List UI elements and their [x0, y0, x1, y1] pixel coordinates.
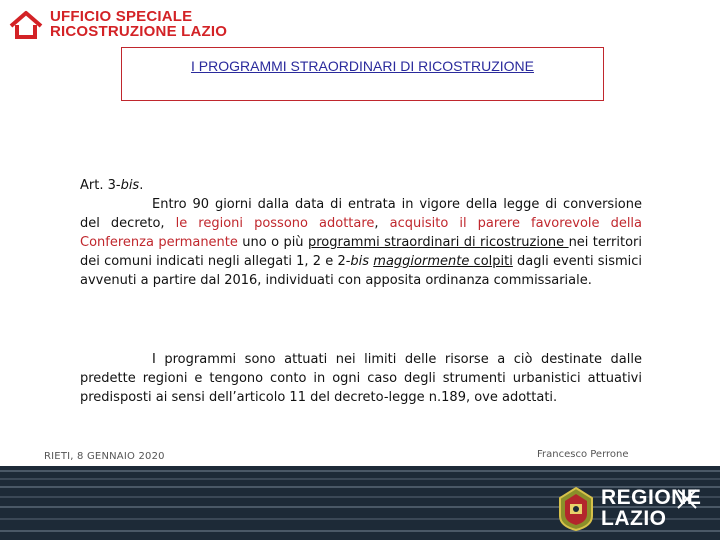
title-box — [121, 47, 604, 101]
p1-text-d: nei territori dei comuni indicati negli allegati 1, 2 e 2- — [80, 235, 642, 269]
brand-line2: LAZIO — [601, 507, 667, 530]
article-heading — [80, 176, 642, 195]
chevron-x-icon — [676, 488, 698, 510]
p1-underline-2: maggiormente — [373, 254, 474, 269]
band-stripe — [0, 478, 720, 480]
p1-bis: bis — [350, 254, 370, 269]
p1-underline-1: programmi straordinari di ricostruzione — [307, 235, 569, 250]
page-title: I PROGRAMMI STRAORDINARI DI RICOSTRUZIONE — [190, 58, 534, 74]
heading-suffix: . — [139, 178, 144, 193]
p1-underline-3: colpiti — [473, 254, 513, 269]
footer-author: Francesco Perrone — [537, 449, 629, 460]
p1-red-1: le regioni possono adottare — [175, 216, 375, 231]
logo-line2: RICOSTRUZIONE LAZIO — [50, 23, 228, 40]
heading-bis: bis — [120, 178, 140, 193]
footer-date: RIETI, 8 GENNAIO 2020 — [44, 451, 165, 462]
p1-red-2: acquisito il parere favorevole della Conferenza permanente — [80, 216, 643, 250]
p2-text: I programmi sono attuati nei limiti delle risorse a ciò destinate dalle predette regioni e tengono conto in ogni caso degli strumenti urbanistici attuativi predisposti ai sensi dell’articolo 11 del decreto-legge n.189, ove adottati. — [80, 352, 642, 405]
band-stripe — [0, 470, 720, 472]
regione-lazio-emblem-icon — [557, 486, 595, 532]
p1-text-a: Entro 90 giorni dalla data di entrata in vigore della legge di conversione del decreto, — [80, 197, 642, 231]
logo-line1: UFFICIO SPECIALE — [50, 8, 193, 25]
house-icon — [8, 10, 44, 40]
p1-text-b: , — [374, 216, 390, 231]
p1-text-c: uno o più — [237, 235, 308, 250]
p1-text-g: dagli eventi sismici avvenuti a partire dal 2016, individuati con apposita ordinanza commissariale. — [80, 254, 643, 288]
brand-line1: REGIONE — [601, 486, 702, 509]
logo — [8, 8, 228, 42]
heading-prefix: Art. 3- — [80, 178, 121, 193]
article-paragraph-2 — [80, 350, 642, 407]
article-paragraph-1 — [80, 176, 642, 290]
